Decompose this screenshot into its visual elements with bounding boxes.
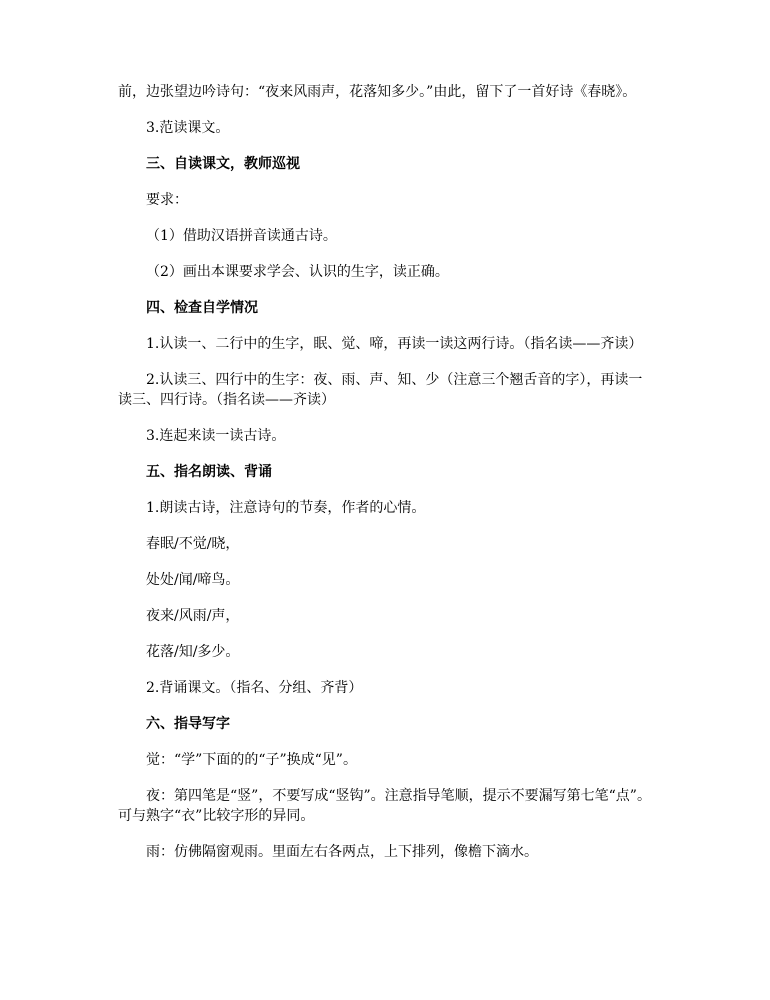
paragraph-requirement-2: （2）画出本课要求学会、认识的生字，读正确。 [146,264,449,280]
paragraph-recite-2: 2.背诵课文。（指名、分组、齐背） [146,680,363,696]
paragraph-char-yu: 雨：仿佛隔窗观雨。里面左右各两点，上下排列，像檐下滴水。 [146,844,538,860]
paragraph-story-ending: 前，边张望边吟诗句：“夜来风雨声，花落知多少。”由此，留下了一首好诗《春晓》。 [118,84,637,100]
section-heading-6: 六、指导写字 [146,716,230,732]
paragraph-char-ye: 夜：第四笔是“竖”，不要写成“竖钩”。注意指导笔顺，提示不要漏写第七笔“点”。可与熟字“衣”比较字形的异同。 [118,788,651,824]
paragraph-char-jue: 觉：“学”下面的的“子”换成“见”。 [146,752,357,768]
poem-line-1: 春眠/不觉/晓， [146,536,240,552]
poem-line-3: 夜来/风雨/声， [146,608,240,624]
document-page [118,82,654,878]
section-heading-5: 五、指名朗读、背诵 [146,464,272,480]
paragraph-recite-1: 1.朗读古诗，注意诗句的节奏，作者的心情。 [146,500,426,516]
poem-line-2: 处处/闻/啼鸟。 [146,572,240,588]
section-heading-3: 三、自读课文，教师巡视 [146,156,300,172]
poem-line-4: 花落/知/多少。 [146,644,240,660]
paragraph-check-1: 1.认读一、二行中的生字，眠、觉、啼，再读一读这两行诗。（指名读——齐读） [146,336,643,352]
section-heading-4: 四、检查自学情况 [146,300,258,316]
paragraph-check-2: 2.认读三、四行中的生字：夜、雨、声、知、少（注意三个翘舌音的字），再读一读三、四行诗。（指名读——齐读） [118,372,643,408]
paragraph-check-3: 3.连起来读一读古诗。 [146,428,286,444]
paragraph-model-reading: 3.范读课文。 [146,120,230,136]
paragraph-requirements: 要求： [146,192,188,208]
paragraph-requirement-1: （1）借助汉语拼音读通古诗。 [146,228,337,244]
